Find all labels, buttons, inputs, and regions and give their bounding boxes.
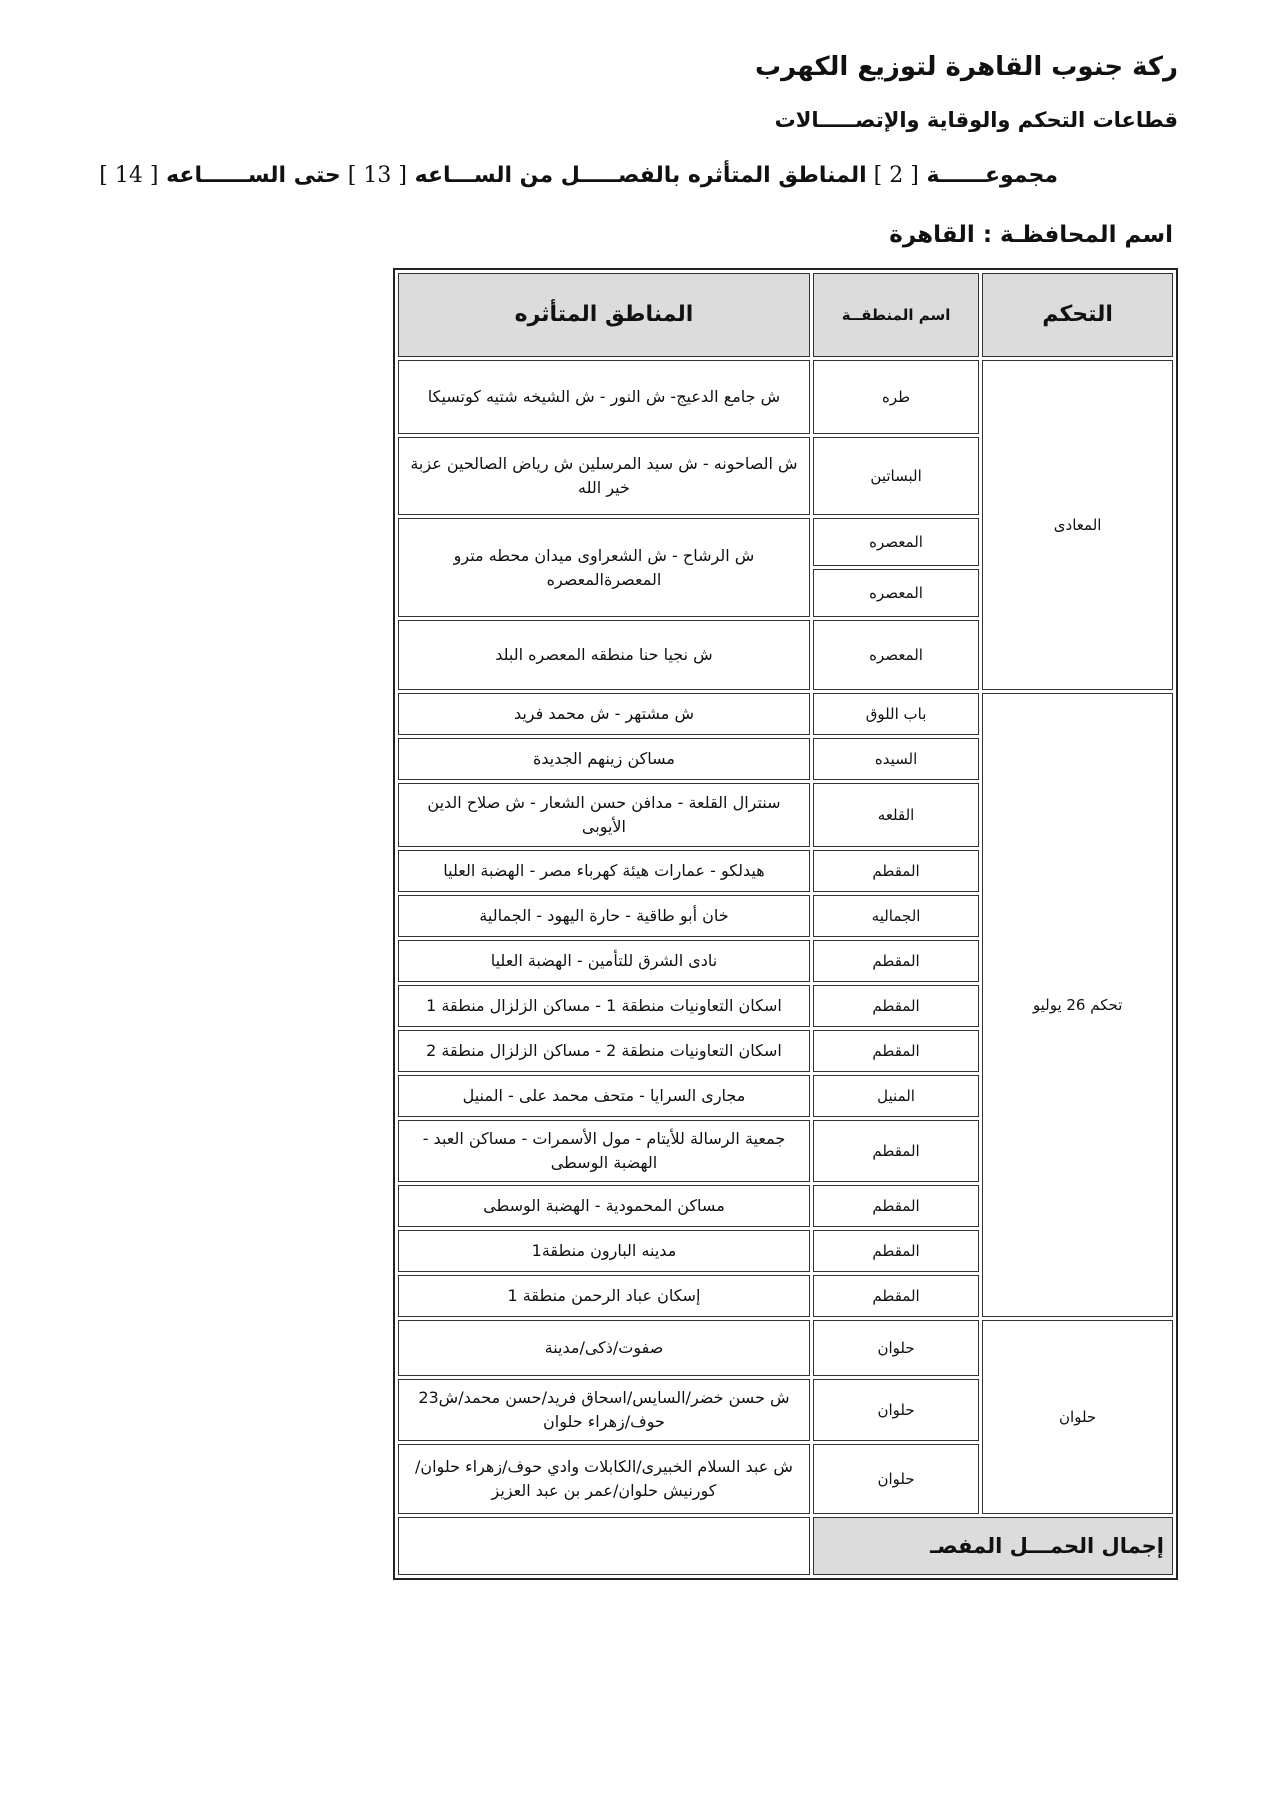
header-control: التحكم: [982, 273, 1173, 357]
header-area: اسم المنطقــة: [813, 273, 979, 357]
affected-cell: ش حسن خضر/السايس/اسحاق فريد/حسن محمد/ش23 حوف/زهراء حلوان: [398, 1379, 810, 1441]
table-row: [398, 1320, 1173, 1376]
sector-name: قطاعات التحكم والوقاية والإتصـــــالات: [774, 108, 1178, 132]
area-cell: المقطم: [813, 1030, 979, 1072]
area-cell: طره: [813, 360, 979, 434]
affected-cell: سنترال القلعة - مدافن حسن الشعار - ش صلاح الدين الأيوبى: [398, 783, 810, 847]
control-cell-helwan: حلوان: [982, 1320, 1173, 1514]
total-row: [398, 1517, 1173, 1575]
group-title: مجموعــــــة [ 2 ] المناطق المتأثره بالفصـــــل من الســـاعه [ 13 ] حتى الســــــاعه [ 14 ]: [99, 163, 1058, 188]
until-text: حتى الســــــاعه: [166, 163, 341, 188]
area-cell: المقطم: [813, 940, 979, 982]
control-cell-maadi: المعادى: [982, 360, 1173, 690]
affected-cell: اسكان التعاونيات منطقة 2 - مساكن الزلزال منطقة 2: [398, 1030, 810, 1072]
control-cell-26-july: تحكم 26 يوليو: [982, 693, 1173, 1317]
affected-cell: ش نجيا حنا منطقه المعصره البلد: [398, 620, 810, 690]
header-affected: المناطق المتأثره: [398, 273, 810, 357]
group-number: 2: [889, 163, 904, 188]
table-header-row: [398, 273, 1173, 357]
affected-cell: ش مشتهر - ش محمد فريد: [398, 693, 810, 735]
affected-cell: ش عبد السلام الخبيرى/الكابلات وادي حوف/زهراء حلوان/كورنيش حلوان/عمر بن عبد العزيز: [398, 1444, 810, 1514]
affected-cell: ش الرشاح - ش الشعراوى ميدان محطه مترو المعصرةالمعصره: [398, 518, 810, 617]
affected-cell: اسكان التعاونيات منطقة 1 - مساكن الزلزال منطقة 1: [398, 985, 810, 1027]
area-cell: باب اللوق: [813, 693, 979, 735]
hour-from: 13: [363, 163, 392, 188]
area-cell: المعصره: [813, 569, 979, 617]
affected-cell: مساكن المحمودية - الهضبة الوسطى: [398, 1185, 810, 1227]
area-cell: المعصره: [813, 518, 979, 566]
area-cell: المقطم: [813, 1230, 979, 1272]
group-text: المناطق المتأثره بالفصـــــل من الســـاعه: [414, 163, 867, 188]
group-label: مجموعــــــة: [926, 163, 1058, 188]
table-row: [398, 693, 1173, 735]
area-cell: القلعه: [813, 783, 979, 847]
affected-cell: صفوت/ذكى/مدينة: [398, 1320, 810, 1376]
area-cell: المقطم: [813, 850, 979, 892]
total-load-label: إجمال الحمـــل المفصـ: [813, 1517, 1173, 1575]
affected-cell: نادى الشرق للتأمين - الهضبة العليا: [398, 940, 810, 982]
affected-cell: ش جامع الدعيج- ش النور - ش الشيخه شتيه كوتسيكا: [398, 360, 810, 434]
area-cell: المقطم: [813, 1120, 979, 1182]
governorate-title: اسم المحافظـة : القاهرة: [889, 222, 1173, 248]
area-cell: حلوان: [813, 1320, 979, 1376]
affected-cell: مساكن زينهم الجديدة: [398, 738, 810, 780]
area-cell: المقطم: [813, 1185, 979, 1227]
affected-cell: هيدلكو - عمارات هيئة كهرباء مصر - الهضبة العليا: [398, 850, 810, 892]
area-cell: حلوان: [813, 1379, 979, 1441]
area-cell: البساتين: [813, 437, 979, 515]
outage-table-wrapper: [393, 268, 1178, 1580]
total-load-value: [398, 1517, 810, 1575]
table-row: [398, 360, 1173, 434]
area-cell: الجماليه: [813, 895, 979, 937]
affected-cell: خان أبو طاقية - حارة اليهود - الجمالية: [398, 895, 810, 937]
affected-cell: مجارى السرايا - متحف محمد على - المنيل: [398, 1075, 810, 1117]
outage-table: [393, 268, 1178, 1580]
area-cell: حلوان: [813, 1444, 979, 1514]
area-cell: المنيل: [813, 1075, 979, 1117]
area-cell: المقطم: [813, 985, 979, 1027]
hour-to: 14: [114, 163, 143, 188]
affected-cell: مدينه البارون منطقة1: [398, 1230, 810, 1272]
company-name: ركة جنوب القاهرة لتوزيع الكهرب: [755, 52, 1178, 82]
area-cell: المعصره: [813, 620, 979, 690]
affected-cell: ش الصاحونه - ش سيد المرسلين ش رياض الصالحين عزبة خير الله: [398, 437, 810, 515]
affected-cell: جمعية الرسالة للأيتام - مول الأسمرات - مساكن العبد - الهضبة الوسطى: [398, 1120, 810, 1182]
affected-cell: إسكان عباد الرحمن منطقة 1: [398, 1275, 810, 1317]
area-cell: المقطم: [813, 1275, 979, 1317]
area-cell: السيده: [813, 738, 979, 780]
